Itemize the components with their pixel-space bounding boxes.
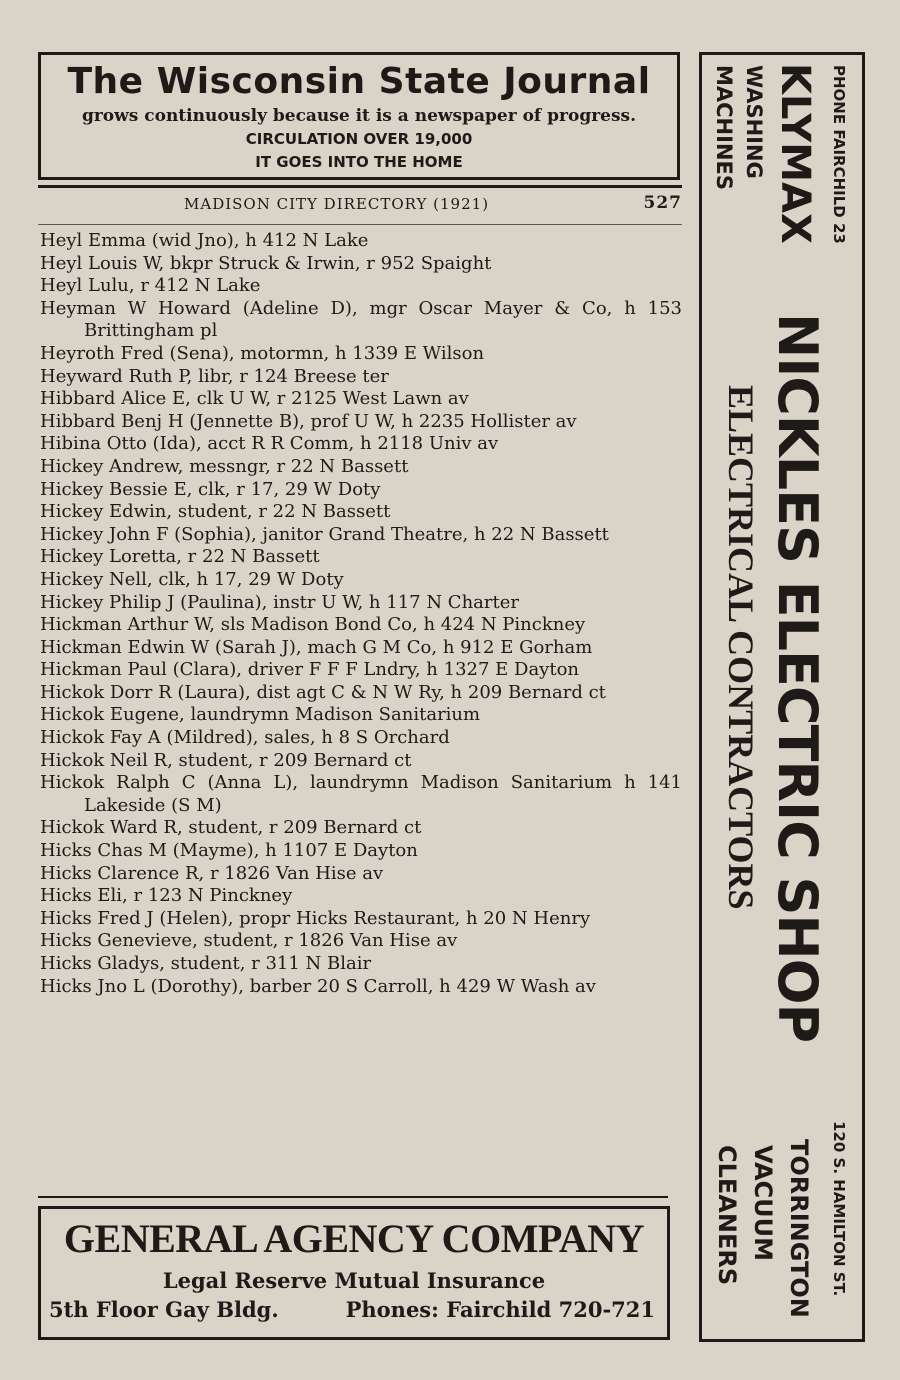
divider (38, 224, 682, 225)
directory-entry: Heyman W Howard (Adeline D), mgr Oscar Mayer & Co, h 153 Brittingham pl (40, 297, 682, 342)
directory-entry: Hickey John F (Sophia), janitor Grand Theatre, h 22 N Bassett (40, 523, 609, 545)
directory-entry: Hibbard Benj H (Jennette B), prof U W, h 2235 Hollister av (40, 410, 577, 432)
directory-entry: Hicks Genevieve, student, r 1826 Van Hise av (40, 930, 458, 952)
side-machines: MACHINES (712, 65, 736, 190)
directory-entry: Hickok Dorr R (Laura), dist agt C & N W Ry, h 209 Bernard ct (40, 681, 606, 703)
directory-entry: Heyl Emma (wid Jno), h 412 N Lake (40, 230, 369, 251)
directory-entry: Heyl Lulu, r 412 N Lake (40, 275, 261, 297)
directory-entry: Hickey Edwin, student, r 22 N Bassett (40, 501, 391, 523)
directory-entry: Hicks Chas M (Mayme), h 1107 E Dayton (40, 840, 418, 862)
directory-entry: Heyward Ruth P, libr, r 124 Breese ter (40, 365, 389, 387)
ad-phones: Phones: Fairchild 720-721 (345, 1297, 655, 1322)
directory-entry: Hickok Fay A (Mildred), sales, h 8 S Orchard (40, 727, 450, 749)
side-address: 120 S. HAMILTON ST. (830, 1121, 848, 1297)
side-klymax: KLYMAX (772, 63, 818, 244)
directory-entry: Heyroth Fred (Sena), motormn, h 1339 E Wilson (40, 342, 485, 364)
ad-tagline: grows continuously because it is a newspaper of progress. (81, 106, 637, 126)
general-agency-ad (38, 1206, 670, 1340)
running-head (38, 193, 682, 217)
side-shop-name: NICKLES ELECTRIC SHOP (766, 313, 829, 1043)
directory-entry: Hickok Ward R, student, r 209 Bernard ct (40, 817, 422, 839)
side-vacuum: VACUUM (749, 1145, 777, 1261)
directory-entry: Hickman Arthur W, sls Madison Bond Co, h 424 N Pinckney (40, 614, 586, 636)
nickles-electric-ad (699, 52, 865, 1342)
directory-entry: Hibbard Alice E, clk U W, r 2125 West Lawn av (40, 388, 469, 410)
footer-rule (38, 1196, 668, 1198)
directory-entry: Hickok Ralph C (Anna L), laundrymn Madison Sanitarium h 141 Lakeside (S M) (40, 772, 682, 816)
state-journal-ad (38, 52, 680, 180)
side-contractors: ELECTRICAL CONTRACTORS (721, 385, 761, 910)
side-phone: PHONE FAIRCHILD 23 (830, 65, 848, 244)
directory-entry: Hicks Eli, r 123 N Pinckney (40, 885, 293, 907)
ad-title: The Wisconsin State Journal (67, 61, 651, 102)
page-number: 527 (643, 193, 682, 213)
directory-entry: Hickok Eugene, laundrymn Madison Sanitarium (40, 704, 481, 726)
directory-entry: Hicks Jno L (Dorothy), barber 20 S Carroll, h 429 W Wash av (40, 975, 596, 997)
directory-entry: Hicks Clarence R, r 1826 Van Hise av (40, 862, 384, 884)
directory-entry: Hickok Neil R, student, r 209 Bernard ct (40, 749, 412, 771)
ad-contact-row (41, 1297, 667, 1327)
ad-circulation: CIRCULATION OVER 19,000 (245, 130, 473, 148)
directory-entry: Hickman Paul (Clara), driver F F F Lndry, h 1327 E Dayton (40, 659, 580, 681)
directory-entry: Heyl Louis W, bkpr Struck & Irwin, r 952 Spaight (40, 252, 492, 274)
ad-company: GENERAL AGENCY COMPANY (63, 1216, 645, 1261)
header-rule (38, 185, 682, 188)
directory-entry: Hickey Loretta, r 22 N Bassett (40, 546, 320, 568)
directory-entry: Hickey Andrew, messngr, r 22 N Bassett (40, 455, 409, 477)
directory-entry: Hickman Edwin W (Sarah J), mach G M Co, h 912 E Gorham (40, 636, 593, 658)
running-head-title: MADISON CITY DIRECTORY (1921) (184, 195, 490, 213)
directory-entry: Hicks Gladys, student, r 311 N Blair (40, 953, 372, 974)
directory-entry: Hickey Philip J (Paulina), instr U W, h 117 N Charter (40, 591, 519, 613)
ad-slogan: IT GOES INTO THE HOME (255, 153, 463, 171)
ad-insurance-line: Legal Reserve Mutual Insurance (162, 1268, 546, 1293)
side-cleaners: CLEANERS (713, 1145, 741, 1286)
directory-entry: Hicks Fred J (Helen), propr Hicks Restaurant, h 20 N Henry (40, 907, 591, 929)
directory-entries (40, 230, 682, 998)
ad-address: 5th Floor Gay Bldg. (49, 1297, 279, 1322)
side-washing: WASHING (742, 65, 766, 179)
directory-entry: Hibina Otto (Ida), acct R R Comm, h 2118 Univ av (40, 433, 499, 455)
directory-entry: Hickey Nell, clk, h 17, 29 W Doty (40, 568, 344, 590)
side-torrington: TORRINGTON (785, 1139, 813, 1318)
directory-entry: Hickey Bessie E, clk, r 17, 29 W Doty (40, 478, 381, 500)
